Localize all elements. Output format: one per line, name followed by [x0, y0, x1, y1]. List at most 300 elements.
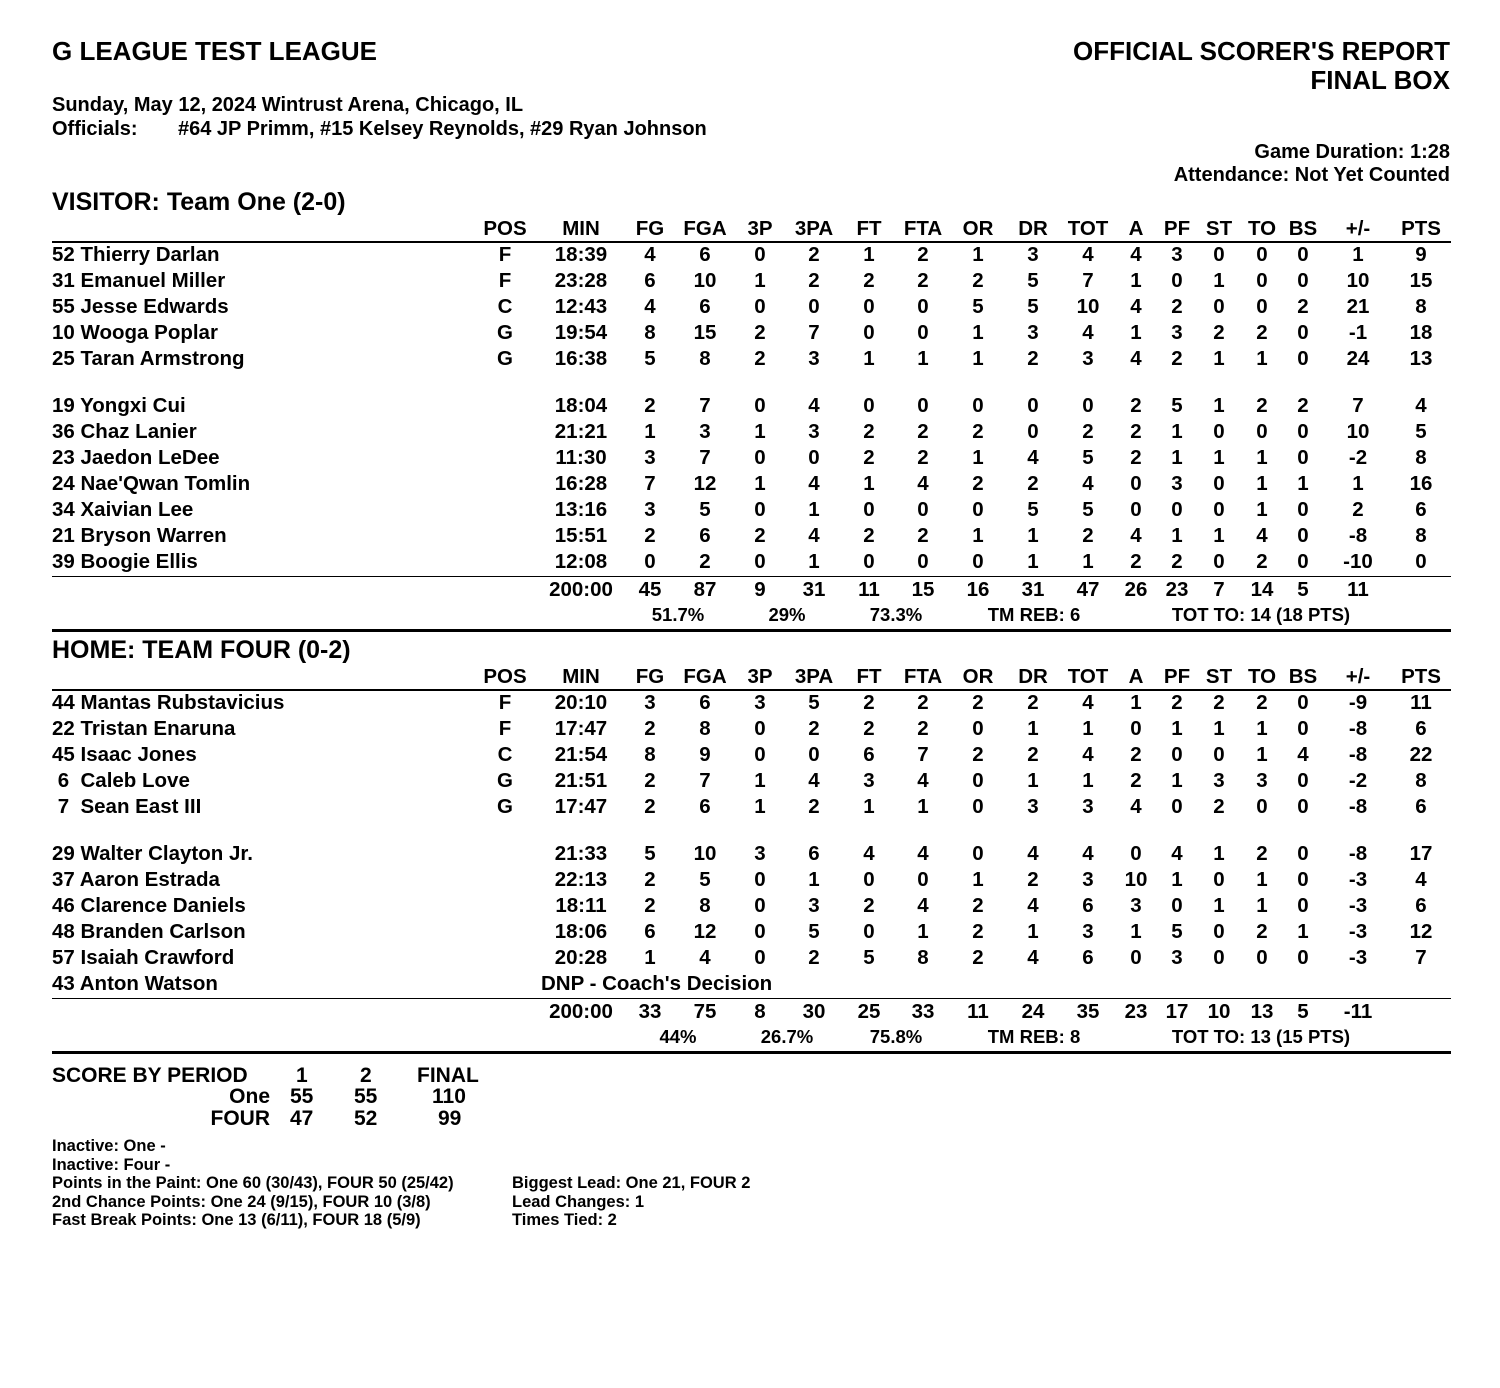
stat-bs: 2 [1297, 394, 1309, 417]
home-section-rule [52, 1051, 1451, 1054]
stat-st: 1 [1213, 347, 1225, 370]
score-by-period-label: SCORE BY PERIOD [52, 1064, 248, 1087]
stat-pts: 15 [1409, 269, 1433, 292]
stat-st: 2 [1213, 321, 1225, 344]
stat-pos: G [497, 321, 513, 344]
player-row [0, 346, 1500, 372]
stat-tot: 2 [1082, 524, 1094, 547]
stat--: 21 [1346, 295, 1370, 318]
stat-min: 23:28 [554, 269, 608, 292]
stat-pf: 4 [1171, 842, 1183, 865]
stat-pts: 6 [1415, 498, 1427, 521]
stat-pf: 3 [1171, 321, 1183, 344]
inactive-four: Inactive: Four - [52, 1156, 171, 1174]
team-total-fg: 33 [638, 1000, 662, 1023]
player-row-dnp [0, 971, 1500, 997]
stat-fg: 8 [644, 743, 656, 766]
stat-pf: 1 [1171, 446, 1183, 469]
period-header-2: 2 [360, 1064, 372, 1087]
stat-pos: F [498, 269, 512, 292]
stat-min: 18:39 [554, 243, 608, 266]
stat-tot: 1 [1082, 769, 1094, 792]
stat-pf: 2 [1171, 295, 1183, 318]
stat--: -2 [1348, 446, 1368, 469]
stat-pts: 4 [1415, 868, 1427, 891]
stat-pf: 0 [1171, 795, 1183, 818]
player-row [0, 497, 1500, 523]
stat-st: 1 [1213, 269, 1225, 292]
stat-st: 2 [1213, 691, 1225, 714]
stat-min: 21:51 [554, 769, 608, 792]
team-total-fta: 15 [911, 578, 935, 601]
stat-3p: 0 [754, 243, 766, 266]
column-header-or: OR [962, 217, 994, 240]
stat-3pa: 2 [808, 795, 820, 818]
stat-tot: 4 [1082, 743, 1094, 766]
stat-3p: 0 [754, 550, 766, 573]
visitor-section-rule [52, 629, 1451, 632]
stat-ft: 0 [863, 321, 875, 344]
period-score-final: 110 [432, 1085, 466, 1108]
stat-pts: 12 [1409, 920, 1433, 943]
stat-min: 19:54 [554, 321, 608, 344]
stat-to: 3 [1256, 769, 1268, 792]
player-name: 43 Anton Watson [52, 972, 218, 995]
stat-bs: 0 [1297, 420, 1309, 443]
home-team-title: HOME: TEAM FOUR (0-2) [52, 636, 351, 664]
team-total-ft: 25 [857, 1000, 881, 1023]
stat-fg: 4 [644, 243, 656, 266]
team-total-3p: 8 [754, 1000, 766, 1023]
stat-fga: 6 [699, 524, 711, 547]
officials-label: Officials: [52, 118, 138, 140]
stat--: -3 [1348, 894, 1368, 917]
stat-pts: 8 [1415, 295, 1427, 318]
stat-fga: 7 [699, 394, 711, 417]
stat-fga: 5 [699, 498, 711, 521]
stat-3p: 3 [754, 842, 766, 865]
stat-fga: 15 [693, 321, 717, 344]
stat-or: 2 [972, 472, 984, 495]
period-team-one: One [229, 1085, 270, 1108]
lead-changes: Lead Changes: 1 [512, 1193, 645, 1211]
player-name: 21 Bryson Warren [52, 524, 227, 547]
stat-pf: 3 [1171, 243, 1183, 266]
stat-3p: 0 [754, 498, 766, 521]
player-row [0, 294, 1500, 320]
column-header-min: MIN [562, 217, 600, 240]
period-header-final: FINAL [417, 1064, 479, 1087]
stat-3p: 1 [754, 795, 766, 818]
stat-fg: 0 [644, 550, 656, 573]
team-total-3pa: 30 [802, 1000, 826, 1023]
period-score: 52 [354, 1107, 378, 1130]
stat-pf: 5 [1171, 394, 1183, 417]
stat-fga: 7 [699, 446, 711, 469]
stat-or: 2 [972, 743, 984, 766]
stat-dr: 1 [1027, 524, 1039, 547]
stat-pos: G [497, 347, 513, 370]
player-row [0, 794, 1500, 820]
player-row [0, 242, 1500, 268]
stat-min: 18:04 [554, 394, 608, 417]
stat-fg: 2 [644, 717, 656, 740]
stat--: -2 [1348, 769, 1368, 792]
stat-to: 2 [1256, 842, 1268, 865]
team-total-st: 10 [1207, 1000, 1231, 1023]
stat-ft: 0 [863, 498, 875, 521]
game-date-location: Sunday, May 12, 2024 Wintrust Arena, Chicago, IL [52, 94, 524, 116]
stat-dr: 4 [1027, 842, 1039, 865]
stat-3p: 1 [754, 472, 766, 495]
stat-fta: 4 [917, 842, 929, 865]
stat--: -8 [1348, 795, 1368, 818]
stat-a: 2 [1130, 550, 1142, 573]
team-total-a: 26 [1124, 578, 1148, 601]
stat-fta: 7 [917, 743, 929, 766]
player-row [0, 523, 1500, 549]
column-header-st: ST [1205, 217, 1233, 240]
stat-pf: 1 [1171, 868, 1183, 891]
period-score: 55 [354, 1085, 378, 1108]
stat-min: 18:06 [554, 920, 608, 943]
player-row [0, 320, 1500, 346]
stat-tot: 4 [1082, 321, 1094, 344]
stat-3pa: 2 [808, 269, 820, 292]
stat-fga: 10 [693, 269, 717, 292]
stat-pf: 2 [1171, 347, 1183, 370]
stat-3pa: 1 [808, 550, 820, 573]
stat-to: 1 [1256, 717, 1268, 740]
stat-fga: 5 [699, 868, 711, 891]
stat-a: 2 [1130, 769, 1142, 792]
stat-st: 1 [1213, 446, 1225, 469]
stat--: 7 [1352, 394, 1364, 417]
player-name: 45 Isaac Jones [52, 743, 197, 766]
stat-3p: 1 [754, 769, 766, 792]
player-row [0, 742, 1500, 768]
stat-dr: 5 [1027, 295, 1039, 318]
stat-st: 1 [1213, 394, 1225, 417]
game-duration: Game Duration: 1:28 [1254, 141, 1450, 163]
stat-to: 0 [1256, 420, 1268, 443]
team-rebounds: TM REB: 8 [987, 1026, 1081, 1047]
stat-dr: 1 [1027, 550, 1039, 573]
stat--: 24 [1346, 347, 1370, 370]
stat-ft: 1 [863, 795, 875, 818]
stat-pts: 16 [1409, 472, 1433, 495]
column-header-3p: 3P [747, 665, 773, 688]
stat-bs: 0 [1297, 524, 1309, 547]
stat-to: 0 [1256, 946, 1268, 969]
stat-tot: 6 [1082, 946, 1094, 969]
stat-min: 21:33 [554, 842, 608, 865]
player-name: 55 Jesse Edwards [52, 295, 229, 318]
stat-fta: 0 [917, 394, 929, 417]
stat-pts: 17 [1409, 842, 1433, 865]
stat-fg: 2 [644, 394, 656, 417]
stat-fta: 2 [917, 243, 929, 266]
team-total-tot: 35 [1076, 1000, 1100, 1023]
stat-tot: 5 [1082, 446, 1094, 469]
team-total-bs: 5 [1297, 578, 1309, 601]
stat-pts: 4 [1415, 394, 1427, 417]
column-header-3pa: 3PA [794, 665, 834, 688]
stat-or: 1 [972, 347, 984, 370]
stat-min: 12:08 [554, 550, 608, 573]
stat-a: 2 [1130, 743, 1142, 766]
stat-3p: 3 [754, 691, 766, 714]
stat-bs: 0 [1297, 347, 1309, 370]
player-row [0, 445, 1500, 471]
stat-pts: 6 [1415, 717, 1427, 740]
team-total-to: 13 [1250, 1000, 1274, 1023]
stat-fta: 0 [917, 295, 929, 318]
stat-bs: 0 [1297, 243, 1309, 266]
stat-fga: 8 [699, 894, 711, 917]
stat-bs: 0 [1297, 498, 1309, 521]
stat-to: 4 [1256, 524, 1268, 547]
stat-ft: 0 [863, 550, 875, 573]
column-header-fg: FG [635, 217, 665, 240]
officials-list: #64 JP Primm, #15 Kelsey Reynolds, #29 Ryan Johnson [178, 118, 707, 140]
stat-3p: 1 [754, 269, 766, 292]
stat-3pa: 6 [808, 842, 820, 865]
team-total-dr: 24 [1021, 1000, 1045, 1023]
league-title: G LEAGUE TEST LEAGUE [52, 36, 378, 66]
player-name: 29 Walter Clayton Jr. [52, 842, 253, 865]
stat-fta: 4 [917, 894, 929, 917]
home-percentages-row [0, 1024, 1500, 1050]
stat-fta: 2 [917, 691, 929, 714]
stat-3pa: 4 [808, 769, 820, 792]
stat-bs: 0 [1297, 842, 1309, 865]
stat-pts: 9 [1415, 243, 1427, 266]
stat-or: 2 [972, 920, 984, 943]
stat-3p: 0 [754, 394, 766, 417]
player-row [0, 867, 1500, 893]
player-row [0, 471, 1500, 497]
team-total-3pa: 31 [802, 578, 826, 601]
column-header-pts: PTS [1401, 665, 1441, 688]
stat-ft: 0 [863, 920, 875, 943]
column-header-pf: PF [1163, 665, 1191, 688]
stat-bs: 0 [1297, 550, 1309, 573]
player-row [0, 268, 1500, 294]
stat-fg: 6 [644, 920, 656, 943]
stat-or: 0 [972, 842, 984, 865]
team-total-fg: 45 [638, 578, 662, 601]
stat-fg: 1 [644, 946, 656, 969]
stat-bs: 0 [1297, 321, 1309, 344]
stat-3pa: 0 [808, 743, 820, 766]
stat-ft: 1 [863, 347, 875, 370]
column-header-ft: FT [856, 665, 882, 688]
stat-pos: G [497, 769, 513, 792]
stat-or: 2 [972, 691, 984, 714]
stat--: -1 [1348, 321, 1368, 344]
stat-fta: 0 [917, 550, 929, 573]
team-total-ft: 11 [858, 578, 880, 601]
stat-a: 0 [1130, 946, 1142, 969]
stat-to: 1 [1256, 446, 1268, 469]
period-score: 47 [290, 1107, 314, 1130]
stat-ft: 2 [863, 269, 875, 292]
inactive-one: Inactive: One - [52, 1137, 166, 1155]
stat-3p: 0 [754, 743, 766, 766]
stat-fg: 3 [644, 446, 656, 469]
stat-min: 16:38 [554, 347, 608, 370]
stat-fga: 8 [699, 717, 711, 740]
stat-pf: 1 [1171, 420, 1183, 443]
stat-dr: 1 [1027, 769, 1039, 792]
stat-a: 0 [1130, 472, 1142, 495]
stat--: 1 [1352, 243, 1364, 266]
column-header-to: TO [1247, 665, 1277, 688]
stat-3pa: 0 [808, 295, 820, 318]
stat-dr: 2 [1027, 691, 1039, 714]
stat-or: 0 [972, 717, 984, 740]
stat-3pa: 3 [808, 420, 820, 443]
stat-min: 15:51 [554, 524, 608, 547]
stat-st: 3 [1213, 769, 1225, 792]
stat-fg: 3 [644, 691, 656, 714]
free-throw-percentage: 73.3% [869, 604, 923, 625]
player-name: 36 Chaz Lanier [52, 420, 197, 443]
stat-fg: 5 [644, 842, 656, 865]
visitor-totals-row [0, 577, 1500, 603]
stat-pts: 8 [1415, 769, 1427, 792]
stat-tot: 3 [1082, 868, 1094, 891]
stat--: -8 [1348, 717, 1368, 740]
stat-fg: 2 [644, 795, 656, 818]
stat-dr: 5 [1027, 269, 1039, 292]
stat-tot: 1 [1082, 550, 1094, 573]
stat-or: 5 [972, 295, 984, 318]
stat-fg: 4 [644, 295, 656, 318]
stat-3p: 2 [754, 524, 766, 547]
stat-st: 0 [1213, 550, 1225, 573]
stat--: 1 [1352, 472, 1364, 495]
stat-pf: 3 [1171, 472, 1183, 495]
player-name: 19 Yongxi Cui [52, 394, 186, 417]
player-row [0, 690, 1500, 716]
stat-ft: 4 [863, 842, 875, 865]
stat-or: 1 [972, 243, 984, 266]
stat-or: 1 [972, 868, 984, 891]
column-header-pts: PTS [1401, 217, 1441, 240]
stat-tot: 10 [1076, 295, 1100, 318]
points-in-paint: Points in the Paint: One 60 (30/43), FOUR 50 (25/42) [52, 1174, 454, 1192]
stat-to: 1 [1256, 498, 1268, 521]
stat-or: 2 [972, 420, 984, 443]
stat-bs: 0 [1297, 717, 1309, 740]
stat-or: 1 [972, 524, 984, 547]
stat-fta: 1 [917, 795, 929, 818]
stat-pts: 0 [1415, 550, 1427, 573]
stat-dr: 0 [1027, 420, 1039, 443]
stat-fta: 0 [917, 868, 929, 891]
column-header-min: MIN [562, 665, 600, 688]
stat-tot: 4 [1082, 243, 1094, 266]
stat-dr: 1 [1027, 920, 1039, 943]
player-name: 39 Boogie Ellis [52, 550, 198, 573]
stat-to: 1 [1256, 743, 1268, 766]
stat-3pa: 4 [808, 394, 820, 417]
stat-fg: 8 [644, 321, 656, 344]
stat-tot: 6 [1082, 894, 1094, 917]
stat-pts: 8 [1415, 524, 1427, 547]
stat-dr: 2 [1027, 472, 1039, 495]
stat-ft: 2 [863, 717, 875, 740]
stat-to: 2 [1256, 920, 1268, 943]
stat-fg: 7 [644, 472, 656, 495]
stat-3p: 0 [754, 446, 766, 469]
column-header-or: OR [962, 665, 994, 688]
team-total-or: 16 [966, 578, 990, 601]
stat-a: 4 [1130, 524, 1142, 547]
stat-pos: F [498, 691, 512, 714]
three-point-percentage: 26.7% [760, 1026, 814, 1047]
column-header-tot: TOT [1067, 217, 1109, 240]
biggest-lead: Biggest Lead: One 21, FOUR 2 [512, 1174, 751, 1192]
stat-fg: 2 [644, 524, 656, 547]
stat-tot: 3 [1082, 347, 1094, 370]
team-total-dr: 31 [1021, 578, 1045, 601]
stat-3pa: 1 [808, 868, 820, 891]
stat-3pa: 4 [808, 472, 820, 495]
team-total-fta: 33 [911, 1000, 935, 1023]
stat-3p: 0 [754, 894, 766, 917]
stat-bs: 0 [1297, 269, 1309, 292]
stat-fga: 4 [699, 946, 711, 969]
stat-tot: 1 [1082, 717, 1094, 740]
column-header-3pa: 3PA [794, 217, 834, 240]
stat-pf: 2 [1171, 550, 1183, 573]
stat-or: 2 [972, 269, 984, 292]
stat-to: 2 [1256, 550, 1268, 573]
stat-a: 1 [1130, 269, 1142, 292]
stat-3pa: 2 [808, 717, 820, 740]
stat-min: 21:21 [554, 420, 608, 443]
stat-or: 1 [972, 446, 984, 469]
stat-fg: 6 [644, 269, 656, 292]
stat-ft: 2 [863, 691, 875, 714]
stat-dr: 5 [1027, 498, 1039, 521]
stat-st: 0 [1213, 868, 1225, 891]
column-header-pf: PF [1163, 217, 1191, 240]
column-header-to: TO [1247, 217, 1277, 240]
stat-fga: 12 [693, 920, 717, 943]
stat-3p: 0 [754, 295, 766, 318]
stat-a: 0 [1130, 717, 1142, 740]
stat-a: 2 [1130, 446, 1142, 469]
column-header-fg: FG [635, 665, 665, 688]
stat-dr: 3 [1027, 321, 1039, 344]
stat-ft: 2 [863, 446, 875, 469]
stat-fga: 7 [699, 769, 711, 792]
player-name: 23 Jaedon LeDee [52, 446, 220, 469]
stat-fta: 4 [917, 472, 929, 495]
column-header-fga: FGA [683, 665, 727, 688]
visitor-team-title: VISITOR: Team One (2-0) [52, 188, 346, 216]
stat-dr: 2 [1027, 868, 1039, 891]
player-name: 48 Branden Carlson [52, 920, 246, 943]
player-name: 25 Taran Armstrong [52, 347, 245, 370]
player-name: 31 Emanuel Miller [52, 269, 226, 292]
player-row [0, 893, 1500, 919]
stat-to: 0 [1256, 243, 1268, 266]
